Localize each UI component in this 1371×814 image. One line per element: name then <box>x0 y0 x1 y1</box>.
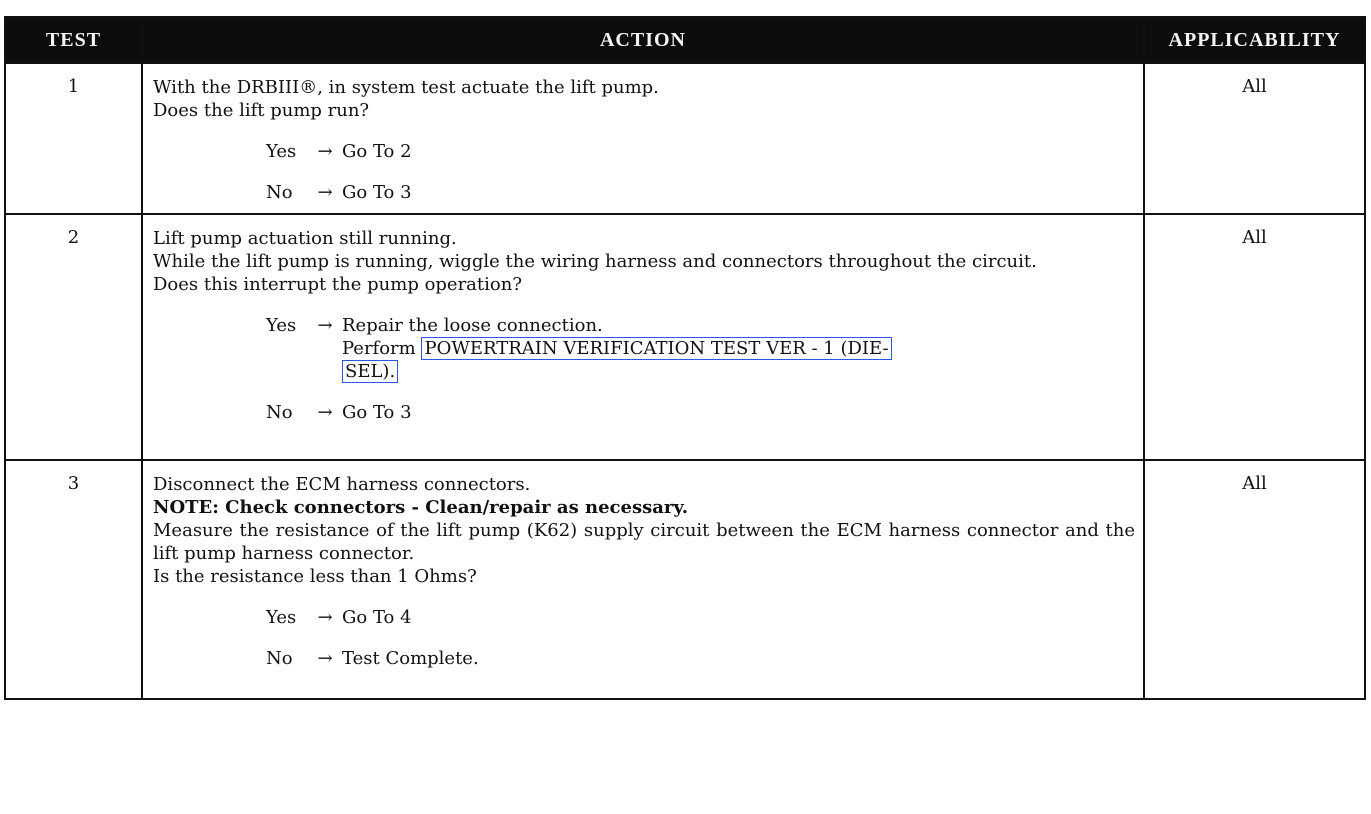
action-question: Does the lift pump run? <box>153 100 370 121</box>
verification-test-link[interactable]: POWERTRAIN VERIFICATION TEST VER - 1 (DIE- <box>421 337 891 360</box>
test-number: 1 <box>5 63 142 214</box>
header-test: TEST <box>5 17 142 63</box>
table-row <box>5 460 1365 699</box>
arrow-icon: → <box>317 648 333 669</box>
option-no: No → Go To 3 <box>266 402 412 423</box>
verification-test-link-cont[interactable]: SEL). <box>342 360 398 383</box>
option-yes: Yes → Go To 4 <box>266 607 412 628</box>
action-text: Measure the resistance of the lift pump (K62) supply circuit between the ECM harness connector and the lift pump harness connector. <box>153 520 1135 564</box>
action-question: Does this interrupt the pump operation? <box>153 274 522 295</box>
option-no: No → Test Complete. <box>266 648 479 669</box>
note-text: NOTE: Check connectors - Clean/repair as necessary. <box>153 497 689 518</box>
arrow-icon: → <box>317 315 333 336</box>
action-text: Lift pump actuation still running. <box>153 228 457 249</box>
arrow-icon: → <box>317 607 333 628</box>
action-question: Is the resistance less than 1 Ohms? <box>153 566 477 587</box>
table-row <box>5 63 1365 214</box>
applicability-value: All <box>1144 460 1365 699</box>
header-action: ACTION <box>142 17 1144 63</box>
header-row <box>5 17 1365 63</box>
test-number: 3 <box>5 460 142 699</box>
action-text: With the DRBIII®, in system test actuate the lift pump. <box>153 77 659 98</box>
option-no: No → Go To 3 <box>266 182 412 203</box>
option-yes: Yes → Go To 2 <box>266 141 412 162</box>
action-text: While the lift pump is running, wiggle the wiring harness and connectors throughout the circuit. <box>153 251 1037 272</box>
arrow-icon: → <box>317 182 333 203</box>
action-text: Disconnect the ECM harness connectors. <box>153 474 531 495</box>
diagnostic-test-table <box>4 16 1366 700</box>
action-cell <box>142 214 1144 460</box>
test-number: 2 <box>5 214 142 460</box>
applicability-value: All <box>1144 63 1365 214</box>
arrow-icon: → <box>317 141 333 162</box>
action-cell <box>142 63 1144 214</box>
applicability-value: All <box>1144 214 1365 460</box>
action-cell <box>142 460 1144 699</box>
header-applicability: APPLICABILITY <box>1144 17 1365 63</box>
table-row <box>5 214 1365 460</box>
option-yes: Yes → Repair the loose connection. Perform POWERTRAIN VERIFICATION TEST VER - 1 (DIE- SEL). <box>266 314 1135 383</box>
arrow-icon: → <box>317 402 333 423</box>
